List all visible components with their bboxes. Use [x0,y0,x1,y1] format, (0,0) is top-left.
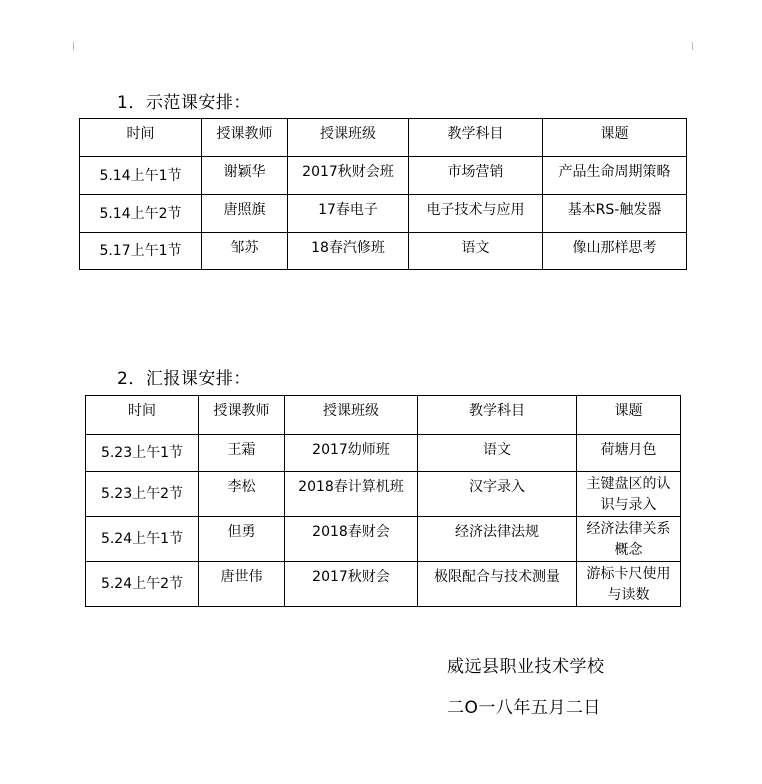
table-header-row [80,119,687,157]
cell-teacher: 谢颖华 [202,157,288,195]
header-subject: 教学科目 [409,119,543,157]
table-row [80,195,687,233]
cell-class: 2018春财会 [285,517,418,562]
cell-time: 5.17上午1节 [80,233,202,270]
demo-class-table [79,118,687,270]
cell-time: 5.24上午2节 [86,562,199,607]
table-row [80,233,687,270]
cell-topic: 像山那样思考 [543,233,687,270]
cell-time: 5.24上午1节 [86,517,199,562]
cell-topic: 主键盘区的认识与录入 [577,472,681,517]
cell-class: 2017秋财会班 [288,157,409,195]
section1-heading: 1．示范课安排： [117,93,251,113]
header-class: 授课班级 [288,119,409,157]
header-subject: 教学科目 [418,396,577,435]
cell-teacher: 邹苏 [202,233,288,270]
cell-subject: 汉字录入 [418,472,577,517]
cell-teacher: 唐照旗 [202,195,288,233]
cell-class: 18春汽修班 [288,233,409,270]
header-class: 授课班级 [285,396,418,435]
cell-subject: 经济法律法规 [418,517,577,562]
cell-time: 5.23上午1节 [86,435,199,472]
cell-teacher: 唐世伟 [199,562,285,607]
cell-subject: 极限配合与技术测量 [418,562,577,607]
table-row [86,472,681,517]
cell-teacher: 但勇 [199,517,285,562]
cell-subject: 语文 [409,233,543,270]
cell-subject: 电子技术与应用 [409,195,543,233]
table-row [80,157,687,195]
table-header-row [86,396,681,435]
cell-class: 2017秋财会 [285,562,418,607]
cell-topic: 基本RS-触发器 [543,195,687,233]
header-teacher: 授课教师 [199,396,285,435]
table-row [86,517,681,562]
header-topic: 课题 [543,119,687,157]
cell-teacher: 王霜 [199,435,285,472]
cell-class: 2017幼师班 [285,435,418,472]
cell-time: 5.14上午2节 [80,195,202,233]
cell-time: 5.23上午2节 [86,472,199,517]
header-topic: 课题 [577,396,681,435]
cell-topic: 产品生命周期策略 [543,157,687,195]
table-row [86,562,681,607]
cell-teacher: 李松 [199,472,285,517]
table-row [86,435,681,472]
section2-heading: 2．汇报课安排： [117,369,251,389]
margin-mark-right [692,42,693,50]
cell-subject: 语文 [418,435,577,472]
school-name: 威远县职业技术学校 [447,657,605,677]
header-time: 时间 [80,119,202,157]
cell-subject: 市场营销 [409,157,543,195]
header-time: 时间 [86,396,199,435]
cell-class: 17春电子 [288,195,409,233]
report-class-table [85,395,681,607]
header-teacher: 授课教师 [202,119,288,157]
cell-class: 2018春计算机班 [285,472,418,517]
document-date: 二O一八年五月二日 [447,698,601,718]
cell-topic: 经济法律关系概念 [577,517,681,562]
cell-time: 5.14上午1节 [80,157,202,195]
margin-mark-left [73,42,74,50]
cell-topic: 荷塘月色 [577,435,681,472]
cell-topic: 游标卡尺使用与读数 [577,562,681,607]
